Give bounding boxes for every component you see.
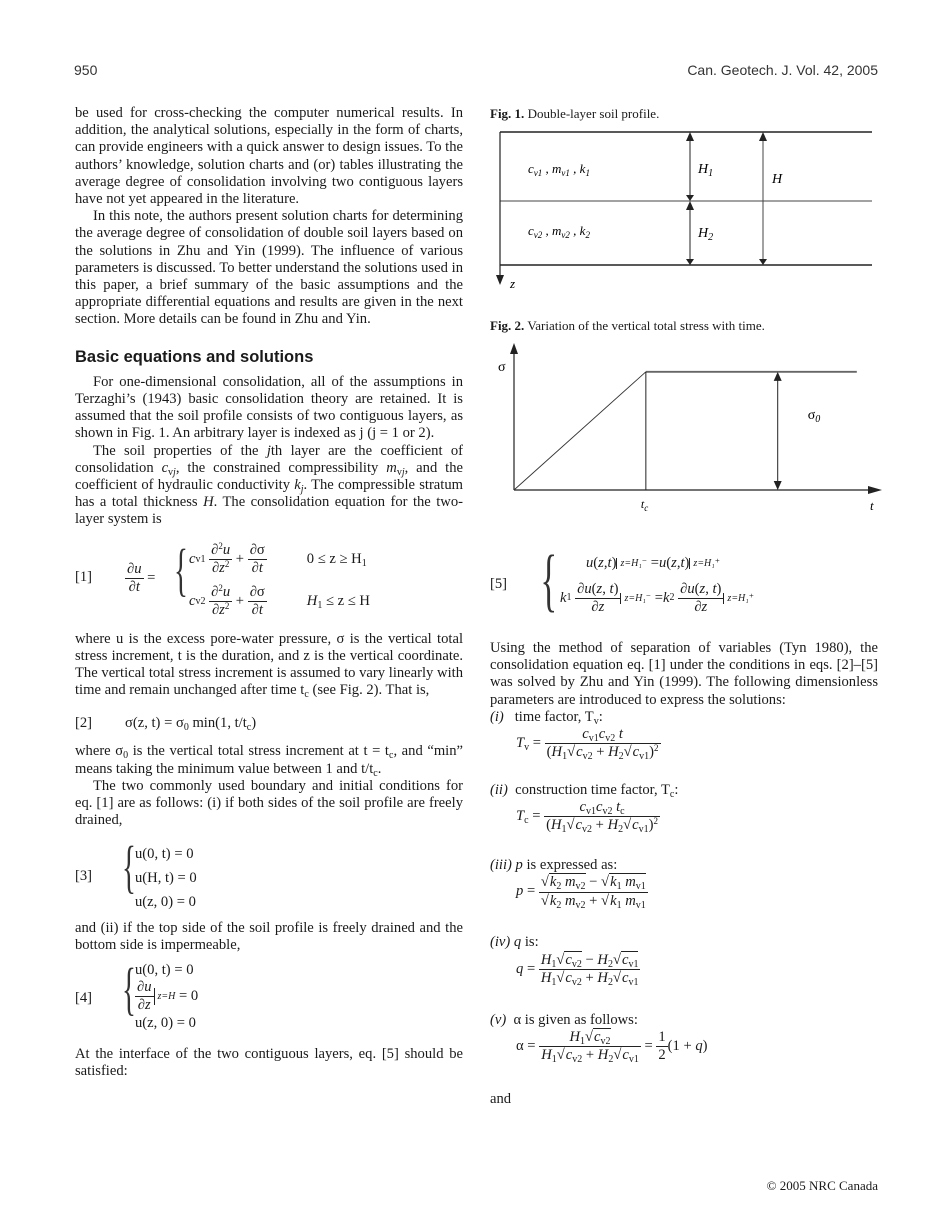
equation-1: [1] $\frac{\partial u}{\partial t}$ = { c v1 $\frac{\partial^2u}{\partial z^2}$ + $\frac{\partial\sigma}{\partial t}$ $0 \le z \ge H_1$ c v2 $\frac{\partial^2u}{\partial z^2}$ + $\frac{\partial\sigma}{\partial t}$ $H_1 \le z \le H$ bbox=[75, 536, 370, 619]
ramp-segment bbox=[514, 372, 646, 490]
arrowhead bbox=[774, 372, 782, 381]
paragraph: where $\sigma_0$ is the vertical total stress increment at $t = t_c$, and “min” means taking the minimum value between 1 and $t/t_c$. bbox=[75, 743, 464, 779]
equation-4: [4] { u(0, t) = 0 $\frac{\partial u}{\partial z}$ z=H = 0 u(z, 0) = 0 bbox=[75, 955, 199, 1031]
paragraph: For one-dimensional consolidation, all of the assumptions in Terzaghi’s (1943) basic consolidation theory are retained. It is assumed that the soil profile consists of two contiguous layers, as shown in Fig. 1. An arbitrary layer is indexed as j (j = 1 or 2). bbox=[75, 373, 463, 442]
paragraph: Using the method of separation of variables (Tyn 1980), the consolidation equation eq. [1] under the conditions in eqs. [2]–[5] was solved by Zhu and Yin (1999). The following dimensionless parameters are introduced to express the solutions: bbox=[490, 640, 878, 708]
paragraph: In this note, the authors present solution charts for determining the average degree of consolidation of double soil layers based on the solutions in Zhu and Yin (1999). The influence of various parameters is discussed. To better understand the solutions used in this paper, a brief summary of the basic assumptions and the appropriate differential equations and results are given in the next section. More details can be found in Zhu and Yin. bbox=[75, 208, 463, 328]
figure-1-soil-profile bbox=[490, 125, 885, 295]
x-axis-label: t bbox=[870, 498, 874, 513]
figure-2-caption: Fig. 2. Variation of the vertical total stress with time. bbox=[490, 318, 765, 333]
h1-label: $H_1$ bbox=[698, 162, 714, 179]
z-label: z bbox=[510, 276, 516, 291]
equation-alpha: α = $\frac{H_1√c_{v2}}{H_1√c_{v2} + H_2√c_{v1}}$ = $\frac{1}{2}$ (1 + q) bbox=[516, 1028, 708, 1066]
equation-2: [2] σ(z, $t) = \sigma_0$ min(1, $t/t_c$) bbox=[75, 715, 257, 734]
equation-number: [1] bbox=[75, 568, 93, 585]
right-column bbox=[490, 105, 878, 122]
paragraph: and bbox=[490, 1090, 512, 1107]
figure-1-caption: Fig. 1. Double-layer soil profile. bbox=[490, 106, 660, 121]
equation-5: [5] { u ( z , t ) z=H₁⁻ = u ( z , t ) z=H₁⁺ k 1 $\frac{\partial u(z, t)}{\partial z}$ z=H₁⁻ = k 2 $\frac{\partial u(z, t)}{\partial z}$ z=H₁⁺ bbox=[490, 542, 755, 619]
arrowhead bbox=[774, 481, 782, 490]
list-item: (iv) q is: bbox=[490, 934, 539, 951]
paragraph: The two commonly used boundary and initial conditions for eq. [1] are as follows: (i) if both sides of the soil profile are freely drained, bbox=[75, 777, 463, 829]
layer-1-properties: $c_{v1}$ , $m_{v1}$ , $k_1$ bbox=[528, 161, 590, 178]
tc-tick-label: $t_c$ bbox=[640, 497, 649, 513]
brace: { bbox=[173, 536, 188, 602]
paragraph: be used for cross-checking the computer numerical results. In addition, the analytical solutions, especially in the form of charts, can provide engineers with a quick answer to design issues. To the authors’ knowledge, solution charts and (or) tables illustrating the average degree of consolidation involving two contiguous layers have not yet appeared in the literature. bbox=[75, 105, 463, 208]
right-column-text bbox=[490, 640, 878, 1108]
paragraph: At the interface of the two contiguous layers, eq. [5] should be satisfied: bbox=[75, 1045, 463, 1080]
paragraph: The soil properties of the jth layer are the coefficient of consolidation $c_{vj}$, the constrained compressibility $m_{vj}$, and the coefficient of hydraulic conductivity $k_j$. The compressible stratum has a total thickness H. The consolidation equation for the two-layer system is bbox=[75, 442, 464, 528]
equation-3: [3] { u(0, t) = 0 u(H, t) = 0 u(z, 0) = 0 bbox=[75, 833, 197, 910]
journal-header: Can. Geotech. J. Vol. 42, 2005 bbox=[687, 62, 878, 78]
figure-2-stress-chart bbox=[490, 338, 890, 518]
list-item: (v) α is given as follows: bbox=[490, 1011, 638, 1028]
page-number: 950 bbox=[74, 62, 98, 78]
z-axis-arrow bbox=[496, 275, 504, 285]
x-axis-arrow bbox=[868, 486, 882, 494]
equation-tc: $T_c$ = $\frac{c_{v1}c_{v2} t_c}{(H_1√c_{v2} + H_2√c_{v1})^2}$ bbox=[516, 799, 658, 836]
equation-p: p = $\frac{√k_2 m_{v2} - √k_1 m_{v1}}{√k_2 m_{v2} + √k_1 m_{v1}}$ bbox=[516, 874, 646, 911]
copyright-footer: © 2005 NRC Canada bbox=[766, 1178, 878, 1193]
list-item: (ii) construction time factor, $T_c$: bbox=[490, 782, 679, 801]
paragraph: where u is the excess pore-water pressure, σ is the vertical total stress increment, t is the duration, and z is the vertical coordinate. The vertical total stress increment is assumed to vary linearly with time and remain unchanged after time $t_c$ (see Fig. 2). That is, bbox=[75, 630, 463, 701]
equation-tv: $T_v$ = $\frac{c_{v1}c_{v2} t}{(H_1√c_{v2} + H_2√c_{v1})^2}$ bbox=[516, 726, 659, 763]
y-axis-arrow bbox=[510, 343, 518, 354]
paragraph: and (ii) if the top side of the soil profile is freely drained and the bottom side is impermeable, bbox=[75, 919, 463, 953]
sigma0-label: $\sigma_0$ bbox=[807, 408, 821, 426]
list-item: (i) time factor, $T_v$: bbox=[490, 708, 603, 727]
y-axis-label: σ bbox=[498, 360, 506, 375]
h-label: H bbox=[772, 172, 783, 187]
section-heading: Basic equations and solutions bbox=[75, 347, 314, 366]
layer-2-properties: $c_{v2}$ , $m_{v2}$ , $k_2$ bbox=[528, 223, 590, 240]
h2-label: $H_2$ bbox=[698, 226, 714, 243]
equation-q: q = $\frac{H_1√c_{v2} - H_2√c_{v1}}{H_1√c_{v2} + H_2√c_{v1}}$ bbox=[516, 951, 639, 988]
list-item: (iii) p is expressed as: bbox=[490, 857, 618, 874]
left-column bbox=[75, 105, 463, 1080]
